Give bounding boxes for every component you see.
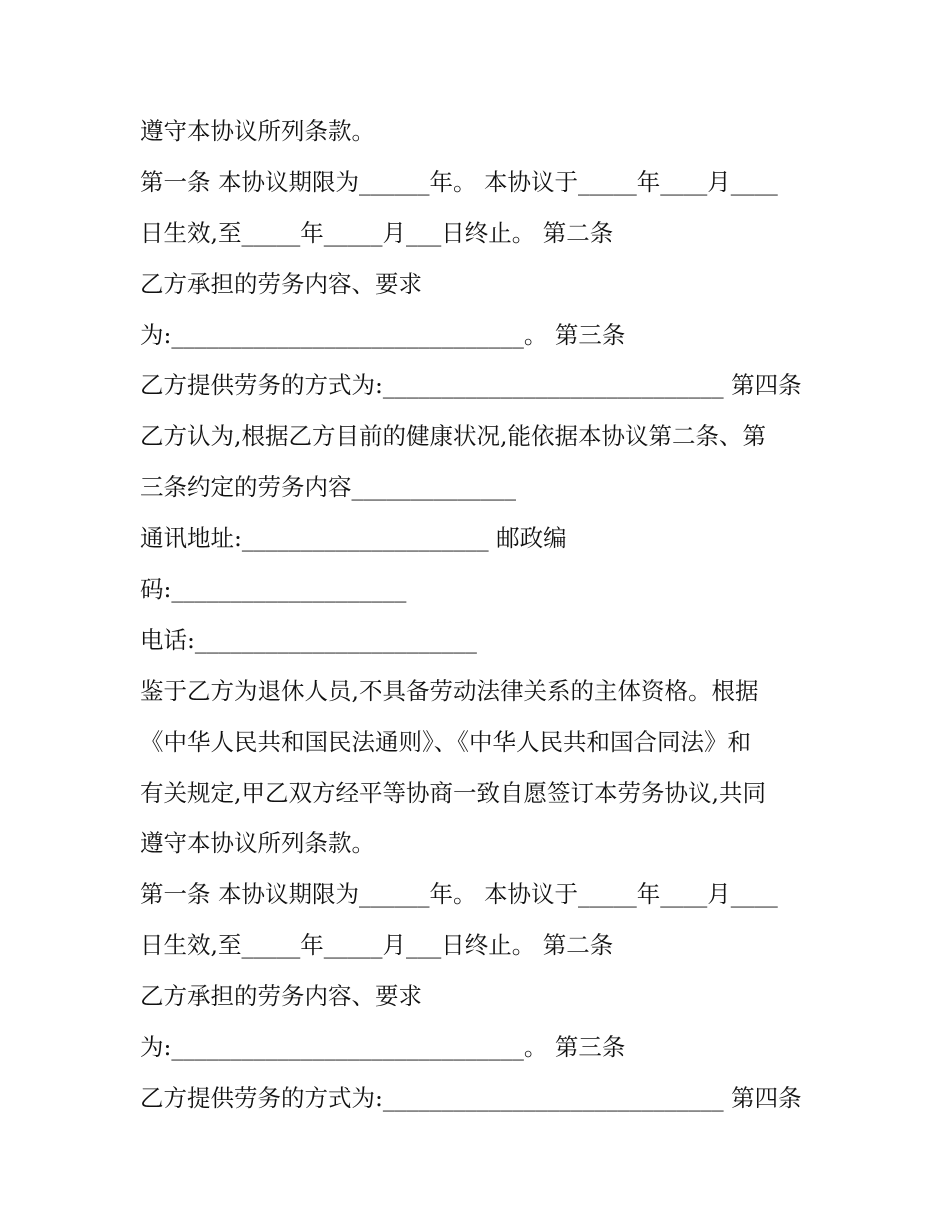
text-line: 第一条 本协议期限为______年。 本协议于_____年____月____ bbox=[140, 880, 778, 909]
text-line: 码:____________________ bbox=[140, 575, 407, 604]
text-line: 乙方提供劳务的方式为:_____________________________ 第四条 bbox=[140, 371, 802, 400]
text-line: 有关规定,甲乙双方经平等协商一致自愿签订本劳务协议,共同 bbox=[140, 778, 766, 807]
text-line: 乙方承担的劳务内容、要求 bbox=[140, 269, 422, 298]
text-line: 乙方承担的劳务内容、要求 bbox=[140, 982, 422, 1011]
text-line: 三条约定的劳务内容______________ bbox=[140, 473, 516, 502]
text-line: 乙方提供劳务的方式为:_____________________________ 第四条 bbox=[140, 1083, 802, 1112]
text-line: 遵守本协议所列条款。 bbox=[140, 829, 375, 858]
text-line: 鉴于乙方为退休人员,不具备劳动法律关系的主体资格。根据 bbox=[140, 676, 759, 705]
document-body bbox=[140, 106, 840, 1124]
text-line: 日生效,至_____年_____月___日终止。 第二条 bbox=[140, 931, 614, 960]
text-line: 遵守本协议所列条款。 bbox=[140, 117, 375, 145]
text-line: 通讯地址:_____________________ 邮政编 bbox=[140, 524, 567, 553]
text-line: 电话:________________________ bbox=[140, 625, 477, 654]
text-line: 为:______________________________。 第三条 bbox=[140, 320, 626, 349]
text-line: 乙方认为,根据乙方目前的健康状况,能依据本协议第二条、第 bbox=[140, 422, 766, 451]
text-line: 为:______________________________。 第三条 bbox=[140, 1033, 626, 1062]
text-line: 日生效,至_____年_____月___日终止。 第二条 bbox=[140, 218, 614, 247]
text-line: 《中华人民共和国民法通则》、《中华人民共和国合同法》和 bbox=[140, 727, 751, 756]
text-line: 第一条 本协议期限为______年。 本协议于_____年____月____ bbox=[140, 167, 778, 196]
